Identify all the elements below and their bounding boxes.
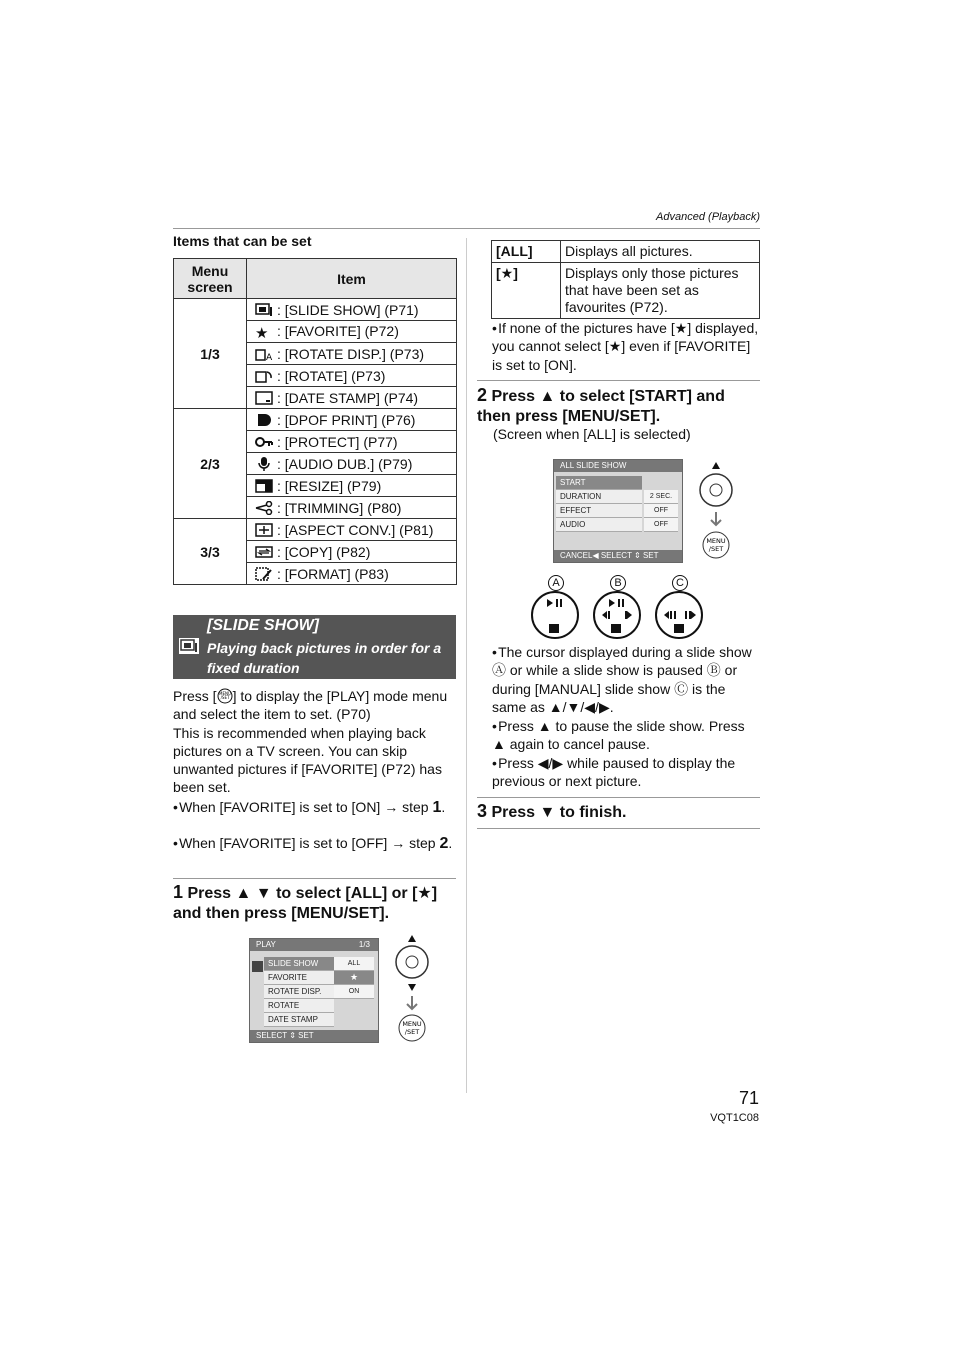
header-rule	[173, 228, 760, 229]
label-c: C	[672, 575, 688, 591]
copy-icon	[255, 545, 273, 559]
cursor-button-icon	[396, 946, 428, 978]
menu-page-1: 1/3	[174, 299, 247, 409]
down-arrow-icon	[408, 984, 416, 991]
svg-text:MENU: MENU	[402, 1020, 422, 1028]
dpof-print-icon	[255, 413, 273, 427]
cursor-diagrams	[529, 589, 709, 641]
svg-text:A: A	[266, 352, 273, 361]
item-row: : [ROTATE] (P73)	[247, 365, 457, 387]
label-a: A	[548, 575, 564, 591]
menu-page-3: 3/3	[174, 519, 247, 585]
item-row: : [ASPECT CONV.] (P81)	[247, 519, 457, 541]
cursor-c-icon	[656, 592, 702, 638]
cursor-button-icon	[700, 474, 732, 506]
bullet-favorite-on: • When [FAVORITE] is set to [ON] → step 1.	[173, 799, 446, 816]
item-row: : [RESIZE] (P79)	[247, 475, 457, 497]
cursor-a-icon	[532, 592, 578, 638]
lcd-row: EFFECT	[556, 504, 642, 518]
svg-text:/SET: /SET	[404, 1028, 420, 1036]
slide-show-banner	[173, 615, 456, 679]
slideshow-icon	[178, 637, 200, 655]
lcd-row: DURATION	[556, 490, 642, 504]
note-favorite: • If none of the pictures have [★] displayed, you cannot select [★] even if [FAVORITE] is set to [ON].	[492, 320, 759, 373]
lcd-footer: SELECT ⇕ SET	[250, 1030, 378, 1042]
up-arrow-icon	[712, 462, 720, 469]
key-icon	[255, 435, 273, 449]
intro-paragraph: Press [ MENU /SET ] to display the [PLAY] mode menu and select the item to set. (P70) This is recommended when playing back pictures on a TV screen. You can skip unwanted pictures if [FAVORITE] (P72) has been set.	[173, 688, 448, 796]
svg-text:MENU: MENU	[218, 691, 231, 696]
label-b: B	[610, 575, 626, 591]
svg-text:MENU: MENU	[706, 537, 726, 545]
select-desc: Displays all pictures.	[561, 241, 760, 263]
step-1: 1 Press ▲ ▼ to select [ALL] or [★] and then press [MENU/SET].	[173, 882, 438, 922]
star-icon: ★	[674, 320, 688, 336]
item-row: : [TRIMMING] (P80)	[247, 497, 457, 519]
item-row: ★ : [FAVORITE] (P72)	[247, 321, 457, 343]
svg-text:/SET: /SET	[220, 695, 230, 700]
note-cursor: • The cursor displayed during a slide show Ⓐ or while a slide show is paused Ⓑ or during [MANUAL] slide show Ⓒ is the same as ▲/▼/◀/▶.	[492, 644, 752, 715]
rotate-icon	[255, 369, 273, 383]
items-table	[173, 258, 457, 585]
lcd-row: ROTATE	[264, 999, 334, 1013]
select-key: [ALL]	[492, 241, 561, 263]
note-pause: • Press ▲ to pause the slide show. Press ▲ again to cancel pause.	[492, 718, 745, 753]
step2-caption: (Screen when [ALL] is selected)	[493, 426, 691, 442]
step-rule	[477, 380, 760, 381]
menu-set-button-icon	[217, 688, 233, 704]
step-2: 2 Press ▲ to select [START] and then press [MENU/SET].	[477, 385, 725, 425]
aspect-convert-icon	[255, 523, 273, 537]
document-code: VQT1C08	[710, 1112, 759, 1124]
format-icon	[255, 567, 273, 581]
item-row: : [DPOF PRINT] (P76)	[247, 409, 457, 431]
banner-subtitle: Playing back pictures in order for a fixed duration	[207, 640, 442, 676]
lcd-row: SLIDE SHOW	[264, 957, 334, 971]
play-tab-icon	[252, 961, 263, 972]
lcd-title: ALL SLIDE SHOW	[554, 460, 682, 472]
play-menu-screen: PLAY 1/3 SLIDE SHOW FAVORITE ROTATE DISP. ROTATE DATE STAMP ALL ★ ON SELECT ⇕ SET	[249, 938, 379, 1043]
item-row: : [PROTECT] (P77)	[247, 431, 457, 453]
bullet-favorite-off: • When [FAVORITE] is set to [OFF] → step 2.	[173, 835, 453, 852]
lcd-value: ★	[334, 971, 374, 985]
control-pad-step2	[697, 460, 735, 560]
item-row: : [AUDIO DUB.] (P79)	[247, 453, 457, 475]
item-row: : [SLIDE SHOW] (P71)	[247, 299, 457, 321]
lcd-value: 2 SEC.	[644, 490, 678, 504]
lcd-row: START	[556, 476, 642, 490]
lcd-footer: CANCEL◀ SELECT ⇕ SET	[554, 550, 682, 562]
control-pad-step1	[393, 932, 431, 1046]
slide-show-screen	[553, 459, 683, 563]
step-rule	[173, 878, 456, 879]
star-icon: ★	[417, 885, 432, 902]
page-number: 71	[738, 1088, 759, 1108]
slideshow-icon	[255, 303, 273, 317]
select-table	[491, 240, 760, 319]
microphone-icon	[255, 457, 273, 471]
up-arrow-icon	[408, 935, 416, 942]
scissors-icon	[255, 501, 273, 515]
star-icon: ★	[255, 324, 269, 342]
col-item-header: Item	[247, 259, 457, 299]
step-3: 3 Press ▼ to finish.	[477, 801, 627, 821]
items-title: Items that can be set	[173, 233, 312, 249]
col-menu-header: Menu screen	[174, 259, 247, 299]
lcd-row: ROTATE DISP.	[264, 985, 334, 999]
rotate-display-icon	[255, 347, 273, 361]
step-rule	[477, 828, 760, 829]
cursor-b-icon	[594, 592, 640, 638]
menu-page-2: 2/3	[174, 409, 247, 519]
lcd-value: ON	[334, 985, 374, 999]
banner-title: [SLIDE SHOW]	[207, 617, 319, 634]
step-rule	[477, 797, 760, 798]
resize-icon	[255, 479, 273, 493]
item-row: : [DATE STAMP] (P74)	[247, 387, 457, 409]
lcd-row: DATE STAMP	[264, 1013, 334, 1027]
svg-text:/SET: /SET	[708, 545, 724, 553]
lcd-row: AUDIO	[556, 518, 642, 532]
star-icon: ★	[608, 338, 622, 355]
lcd-row: FAVORITE	[264, 971, 334, 985]
column-divider	[466, 238, 467, 1093]
item-row: A : [ROTATE DISP.] (P73)	[247, 343, 457, 365]
select-key: [★]	[492, 263, 561, 319]
item-row: : [FORMAT] (P83)	[247, 563, 457, 585]
select-desc: Displays only those pictures that have been set as favourites (P72).	[561, 263, 760, 319]
lcd-value: ALL	[334, 957, 374, 971]
note-prev-next: • Press ◀/▶ while paused to display the previous or next picture.	[492, 755, 736, 790]
date-stamp-icon	[255, 391, 273, 405]
item-row: : [COPY] (P82)	[247, 541, 457, 563]
lcd-value: OFF	[644, 518, 678, 532]
lcd-value: OFF	[644, 504, 678, 518]
section-header: Advanced (Playback)	[656, 211, 760, 223]
